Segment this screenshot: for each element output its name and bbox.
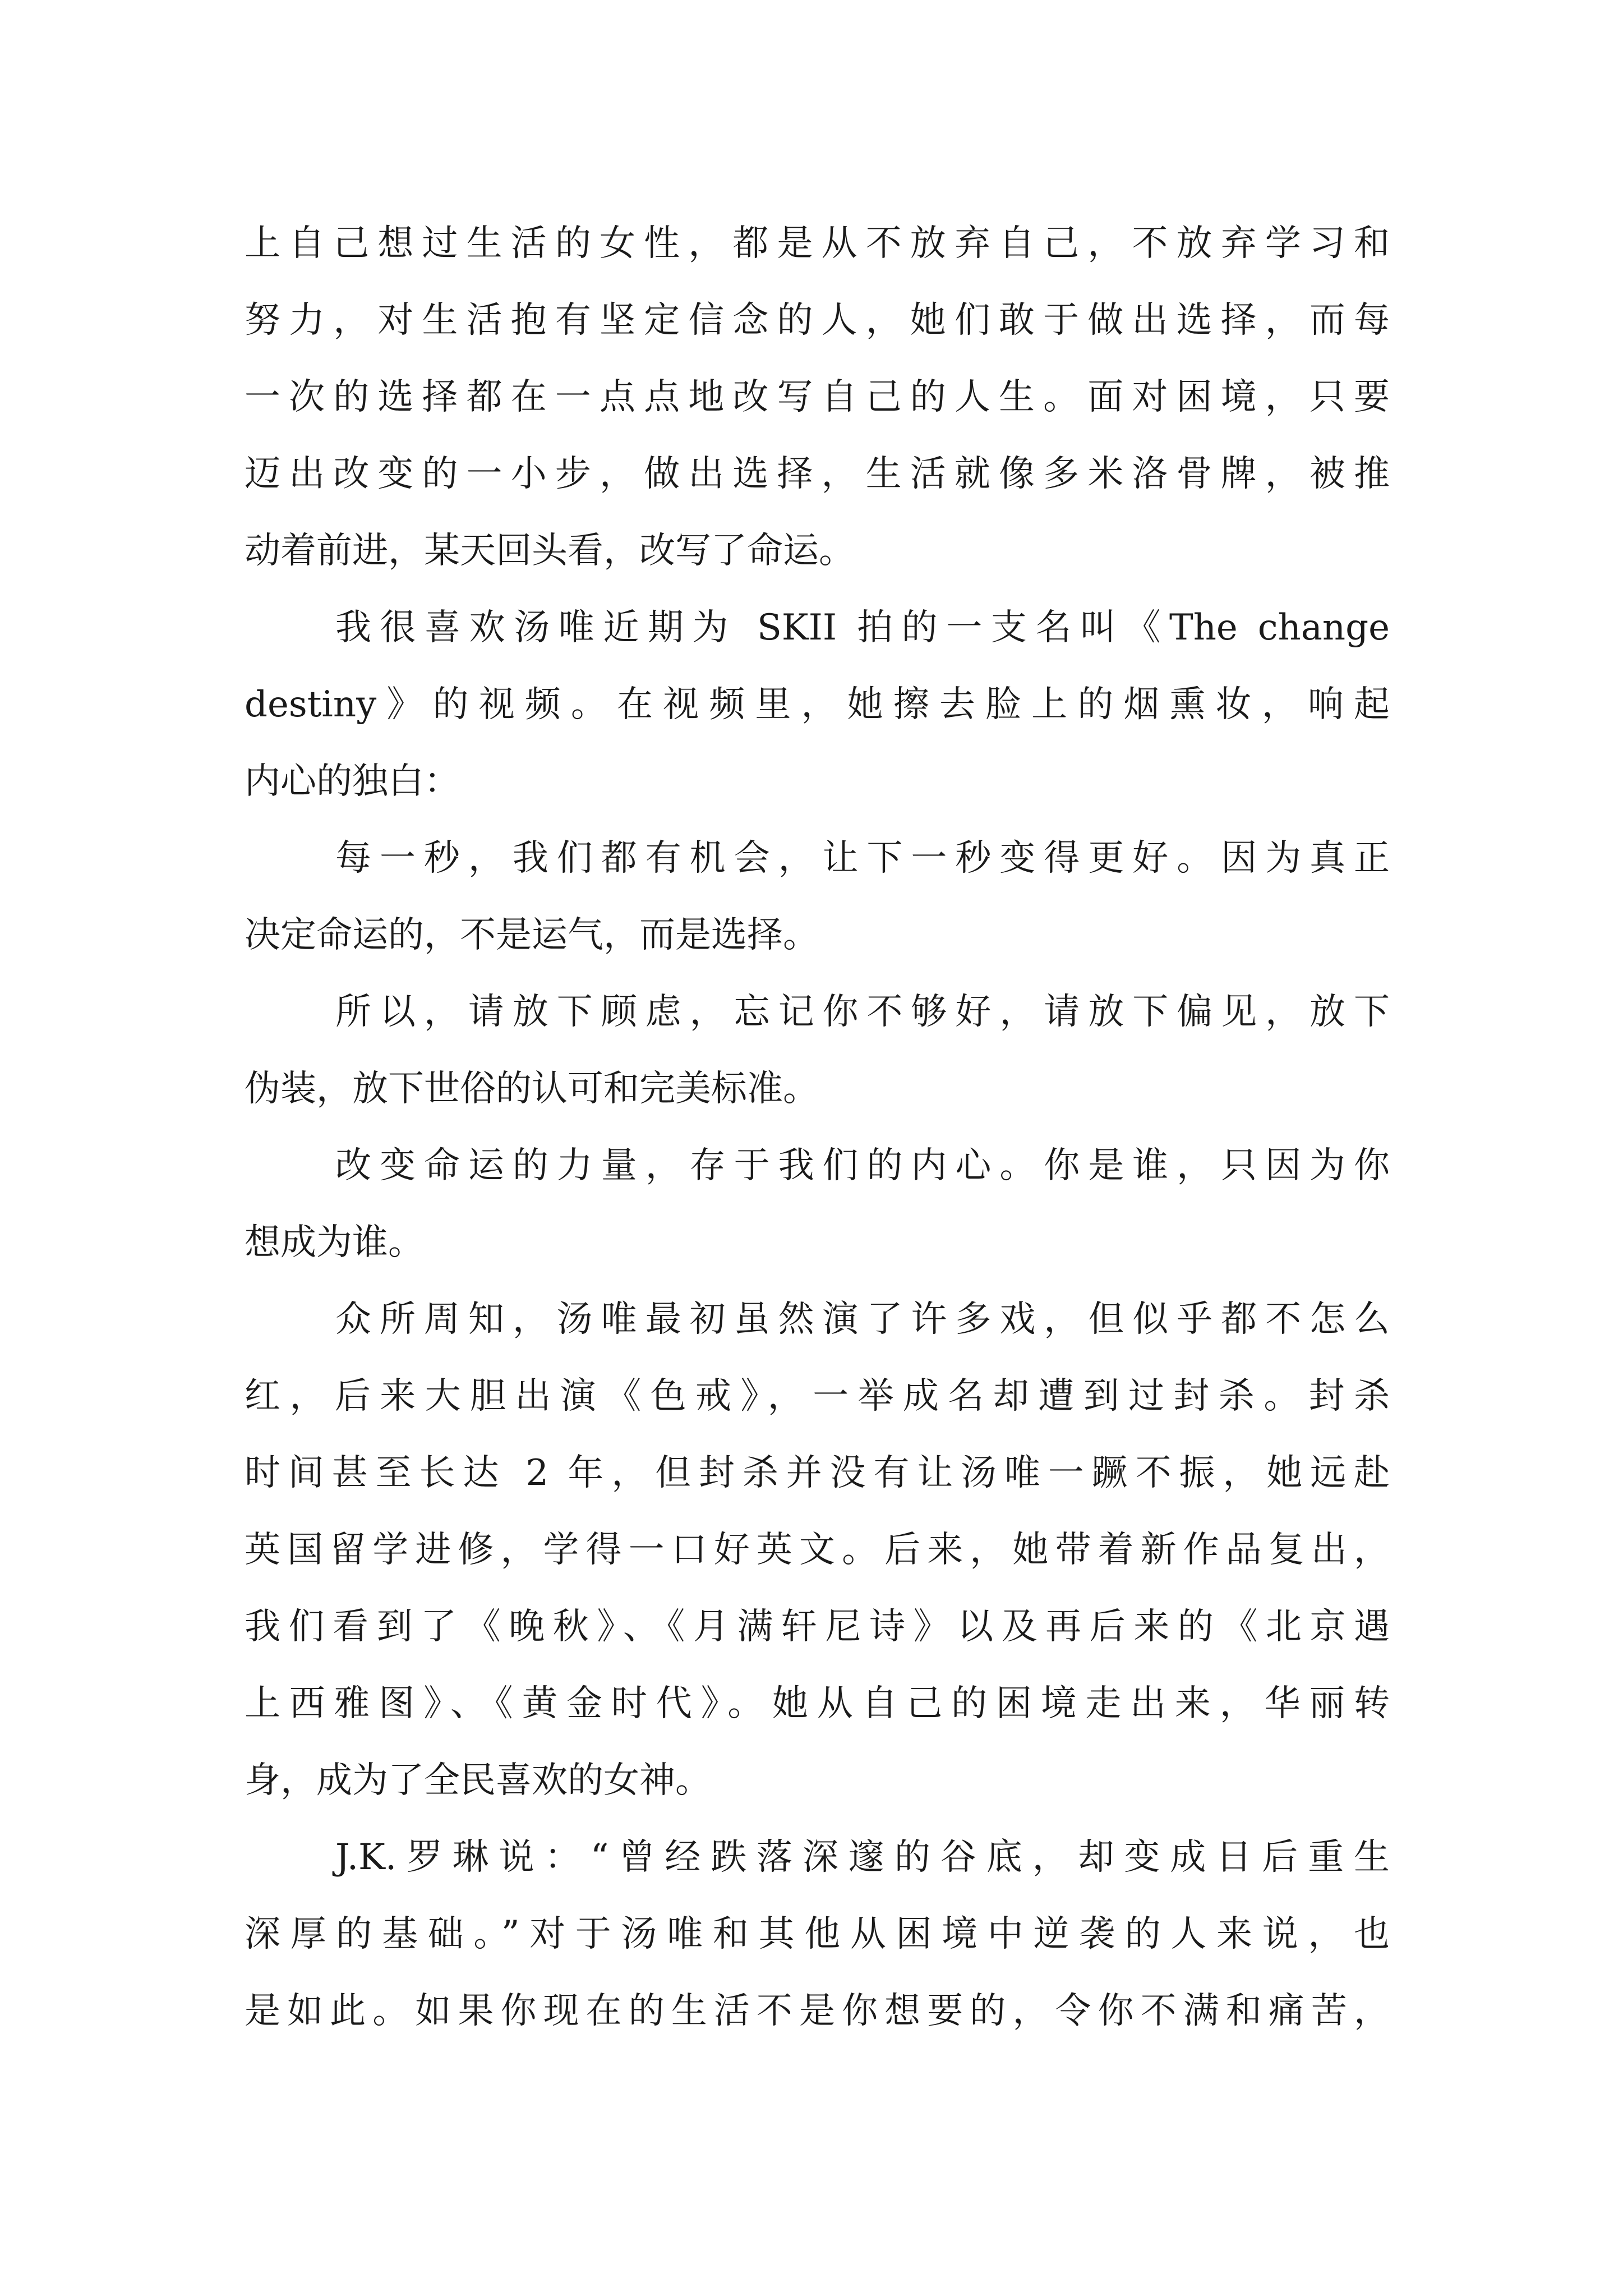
text-line: 所以，请放下顾虑，忘记你不够好，请放下偏见，放下	[335, 991, 1390, 1033]
text-line: 决定命运的，不是运气，而是选择。	[245, 914, 819, 956]
text-line: 伪装，放下世俗的认可和完美标准。	[245, 1068, 819, 1110]
text-line: 内心的独白：	[245, 761, 460, 802]
text-line: 时间甚至长达 2 年，但封杀并没有让汤唯一蹶不振，她远赴	[245, 1452, 1390, 1494]
text-line: 动着前进，某天回头看，改写了命运。	[245, 530, 855, 572]
text-line: 迈出改变的一小步，做出选择，生活就像多米洛骨牌，被推	[245, 453, 1390, 495]
text-line: 改变命运的力量，存于我们的内心。你是谁，只因为你	[335, 1145, 1390, 1186]
text-line: 想成为谁。	[245, 1222, 424, 1263]
text-line: 努力，对生活抱有坚定信念的人，她们敢于做出选择，而每	[245, 300, 1390, 341]
text-line: 是如此。如果你现在的生活不是你想要的，令你不满和痛苦，	[245, 1990, 1390, 2032]
text-line: 上自己想过生活的女性，都是从不放弃自己，不放弃学习和	[245, 223, 1390, 264]
body-text	[245, 0, 1390, 2296]
text-line: 深厚的基础。”对于汤唯和其他从困境中逆袭的人来说，也	[245, 1913, 1390, 1955]
text-line: J.K.罗琳说：“曾经跌落深邃的谷底，却变成日后重生	[335, 1837, 1390, 1878]
text-line: 我们看到了《晚秋》、《月满轩尼诗》以及再后来的《北京遇	[245, 1606, 1390, 1648]
text-line: 上西雅图》、《黄金时代》。她从自己的困境走出来，华丽转	[245, 1683, 1390, 1724]
text-line: 身，成为了全民喜欢的女神。	[245, 1760, 711, 1801]
text-line: 我很喜欢汤唯近期为 SKII 拍的一支名叫《The change	[335, 607, 1390, 648]
text-line: 众所周知，汤唯最初虽然演了许多戏，但似乎都不怎么	[335, 1299, 1390, 1340]
text-line: 红，后来大胆出演《色戒》，一举成名却遭到过封杀。封杀	[245, 1375, 1390, 1417]
text-line: 每一秒，我们都有机会，让下一秒变得更好。因为真正	[335, 838, 1390, 879]
text-line: 英国留学进修，学得一口好英文。后来，她带着新作品复出，	[245, 1529, 1390, 1571]
text-line: 一次的选择都在一点点地改写自己的人生。面对困境，只要	[245, 376, 1390, 418]
text-line: destiny》的视频。在视频里，她擦去脸上的烟熏妆，响起	[245, 684, 1390, 725]
